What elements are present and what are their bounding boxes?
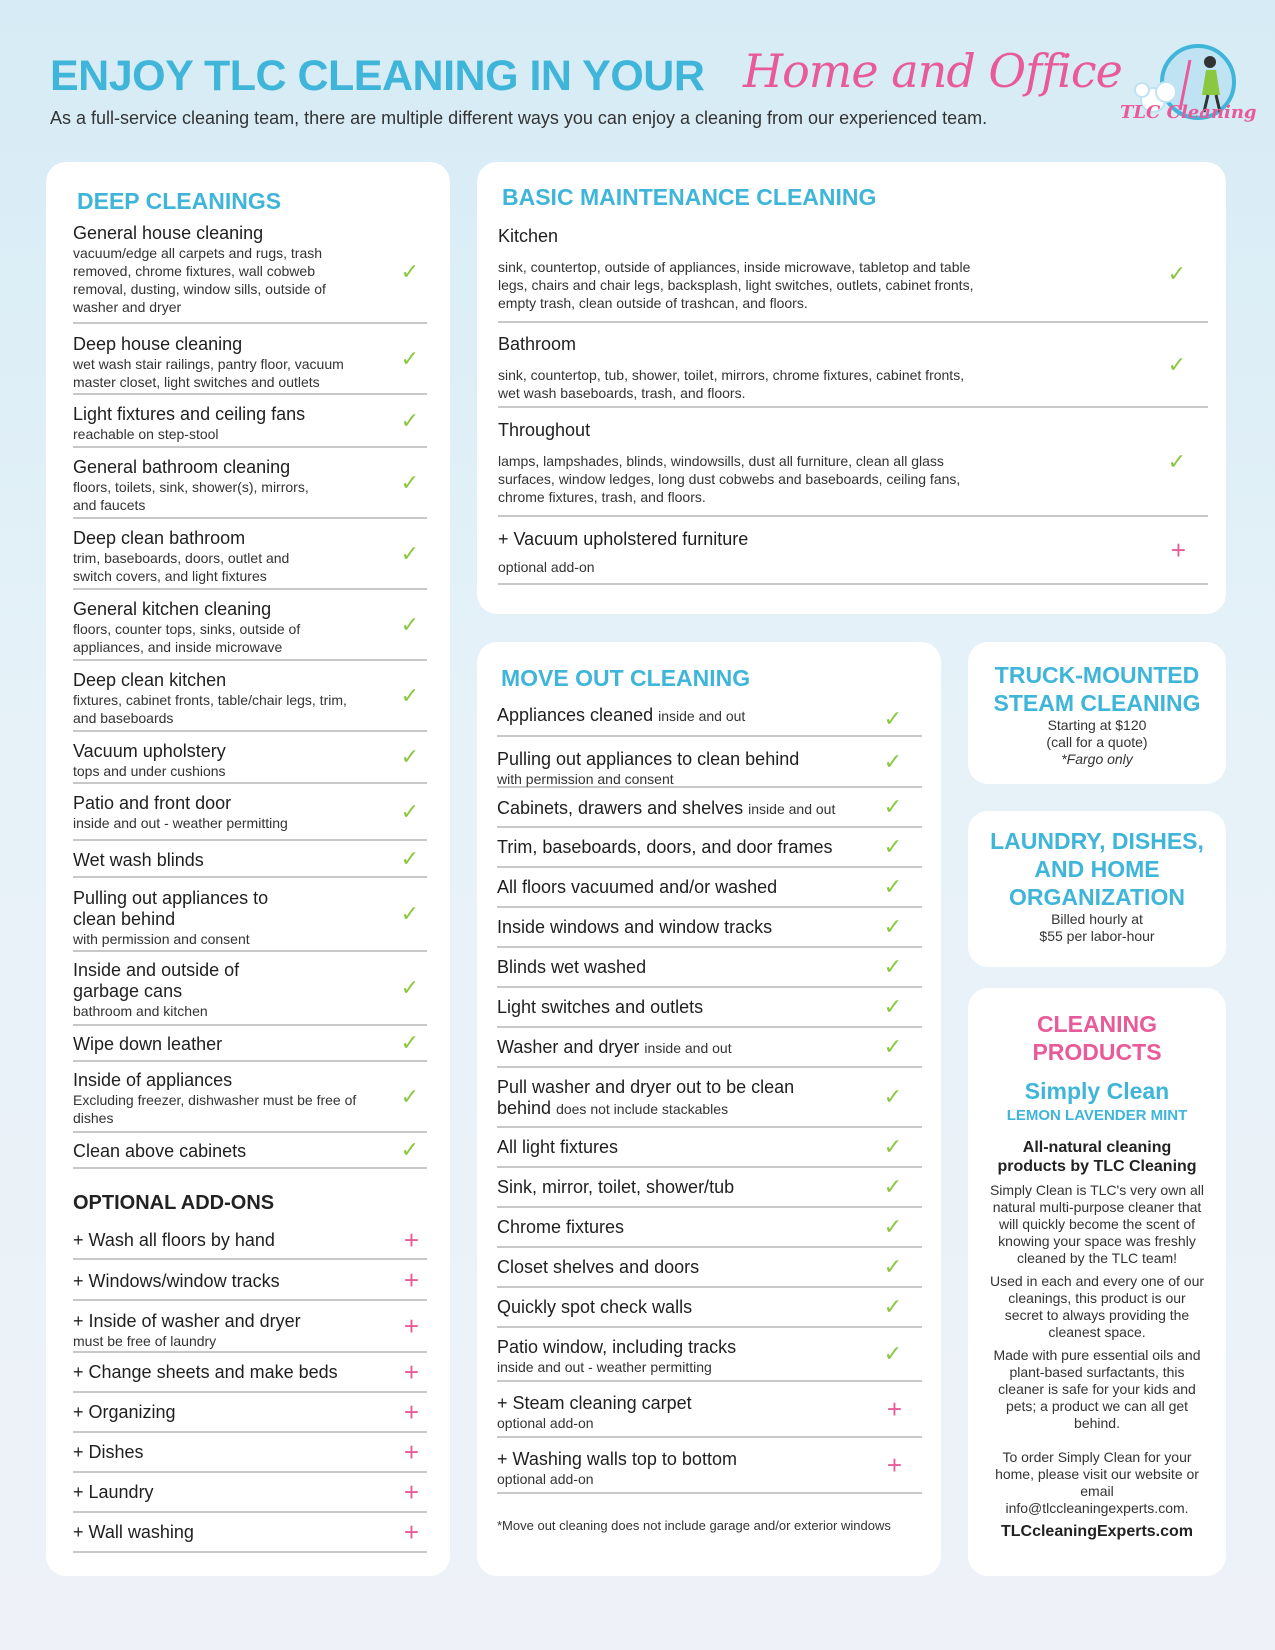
check-icon: ✓ xyxy=(400,345,419,371)
product-brand: Simply Clean xyxy=(1024,1078,1170,1104)
plus-icon: + xyxy=(403,1397,419,1427)
website-link[interactable]: TLCcleaningExperts.com xyxy=(1000,1523,1194,1540)
item-name: Deep house cleaning xyxy=(73,334,243,354)
item-name-text: Washer and dryer xyxy=(497,1037,640,1057)
item-name: Deep clean kitchen xyxy=(73,670,227,690)
item-name: All light fixtures xyxy=(497,1137,619,1157)
plus-icon: + xyxy=(886,1450,902,1480)
product-paragraph-1: Simply Clean is TLC's very own all natural multi-purpose cleaner that will quickly become the scent of knowing your space was freshly cleaned by the TLC team! xyxy=(989,1182,1205,1266)
laundry-box xyxy=(968,827,1226,945)
list-item xyxy=(497,868,922,908)
list-item xyxy=(73,1301,427,1353)
plus-icon: + xyxy=(403,1357,419,1387)
item-name: Closet shelves and doors xyxy=(497,1257,700,1277)
item-name: Chrome fixtures xyxy=(497,1217,625,1237)
list-item xyxy=(73,1222,427,1260)
product-scent: LEMON LAVENDER MINT xyxy=(1006,1107,1188,1124)
list-item xyxy=(497,1068,922,1128)
item-inline: does not include stackables xyxy=(556,1101,729,1117)
item-name: Patio and front door xyxy=(73,793,232,813)
item-desc: Excluding freezer, dishwasher must be free of dishes xyxy=(73,1092,357,1126)
check-icon: ✓ xyxy=(400,1137,419,1162)
list-item xyxy=(73,1513,427,1553)
list-item xyxy=(73,784,427,841)
item-name: General bathroom cleaning xyxy=(73,457,291,477)
list-item xyxy=(73,1393,427,1433)
list-item xyxy=(497,828,922,868)
check-icon: ✓ xyxy=(1167,351,1186,377)
check-icon: ✓ xyxy=(400,407,419,433)
item-inline: inside and out xyxy=(658,708,746,724)
list-item xyxy=(498,226,1208,323)
steam-title-1: TRUCK-MOUNTED xyxy=(994,662,1200,688)
check-icon: ✓ xyxy=(883,994,902,1019)
list-item xyxy=(497,703,922,737)
check-icon: ✓ xyxy=(400,845,419,871)
list-item xyxy=(497,988,922,1028)
basic-maintenance-title: BASIC MAINTENANCE CLEANING xyxy=(502,184,877,210)
product-paragraph-3: Made with pure essential oils and plant-based surfactants, this cleaner is safe for your kids and pets; a product we can all get behind. xyxy=(993,1347,1201,1431)
item-desc: reachable on step-stool xyxy=(73,426,219,442)
list-item xyxy=(497,1248,922,1288)
plus-icon: + xyxy=(403,1225,419,1255)
list-item xyxy=(73,1026,427,1062)
list-item xyxy=(497,948,922,988)
list-item xyxy=(73,395,427,448)
list-item xyxy=(73,448,427,519)
item-desc: sink, countertop, outside of appliances, inside microwave, tabletop and table legs, chairs and chair legs, backsplash, light switches, outlets, cabinet fronts, empty trash, clean outside of trashcan, and floors. xyxy=(498,259,974,311)
item-name: Wet wash blinds xyxy=(73,850,204,870)
item-name: General kitchen cleaning xyxy=(73,599,272,619)
item-desc: fixtures, cabinet fronts, table/chair legs, trim, and baseboards xyxy=(73,692,347,726)
list-item xyxy=(73,732,427,784)
check-icon: ✓ xyxy=(883,706,902,731)
item-name: + Windows/window tracks xyxy=(73,1271,280,1291)
item-desc: trim, baseboards, doors, outlet and switch covers, and light fixtures xyxy=(73,550,290,584)
optional-addons-list xyxy=(73,1222,427,1553)
list-item xyxy=(73,1473,427,1513)
list-item xyxy=(497,1382,922,1438)
list-item xyxy=(73,222,427,324)
item-name: Bathroom xyxy=(498,334,577,354)
item-desc: optional add-on xyxy=(497,1415,594,1431)
item-name: + Vacuum upholstered furniture xyxy=(498,529,749,549)
list-item xyxy=(73,952,427,1026)
check-icon: ✓ xyxy=(883,1341,902,1366)
laundry-title-2: AND HOME xyxy=(1034,856,1160,882)
item-name: + Laundry xyxy=(73,1482,154,1502)
item-name: + Inside of washer and dryer xyxy=(73,1311,301,1331)
item-name: + Wall washing xyxy=(73,1522,194,1542)
item-desc: lamps, lampshades, blinds, windowsills, dust all furniture, clean all glass surfaces, window ledges, long dust cobwebs and baseboards, ceiling fans, chrome fixtures, trash, and floors. xyxy=(498,453,961,505)
check-icon: ✓ xyxy=(883,1294,902,1319)
check-icon: ✓ xyxy=(400,798,419,824)
item-name xyxy=(497,794,922,820)
product-paragraph-2: Used in each and every one of our cleanings, this product is our secret to always providing the cleanest space. xyxy=(989,1273,1205,1340)
check-icon: ✓ xyxy=(400,540,419,566)
check-icon: ✓ xyxy=(400,259,419,284)
list-item xyxy=(497,1028,922,1068)
list-item xyxy=(73,878,427,952)
item-name: Kitchen xyxy=(498,226,559,246)
item-name: + Dishes xyxy=(73,1442,144,1462)
laundry-title-3: ORGANIZATION xyxy=(1009,884,1185,910)
plus-icon: + xyxy=(403,1311,419,1341)
steam-quote: (call for a quote) xyxy=(1046,734,1148,750)
item-inline: inside and out xyxy=(644,1040,732,1056)
item-name: Inside and outside of garbage cans xyxy=(73,960,240,1001)
plus-icon: + xyxy=(1170,535,1186,565)
list-item xyxy=(73,324,427,395)
header xyxy=(0,0,1275,150)
check-icon: ✓ xyxy=(400,611,419,637)
item-name xyxy=(497,705,922,727)
item-name: Sink, mirror, toilet, shower/tub xyxy=(497,1177,735,1197)
item-desc: with permission and consent xyxy=(73,931,250,947)
list-item xyxy=(497,1208,922,1248)
steam-note: *Fargo only xyxy=(1061,751,1133,767)
item-name-text: Pull washer and dryer out to be clean behind xyxy=(497,1077,795,1118)
products-title-1: CLEANING xyxy=(1036,1011,1158,1037)
item-name: Clean above cabinets xyxy=(73,1141,247,1161)
item-name: Inside windows and window tracks xyxy=(497,917,773,937)
item-name xyxy=(497,1034,922,1059)
item-name: + Wash all floors by hand xyxy=(73,1230,275,1250)
list-item xyxy=(73,1133,427,1169)
item-desc: tops and under cushions xyxy=(73,763,226,779)
steam-title-2: STEAM CLEANING xyxy=(993,690,1201,716)
product-tagline-1: All-natural cleaning xyxy=(1022,1139,1172,1156)
item-name: + Steam cleaning carpet xyxy=(497,1393,692,1413)
item-desc: inside and out - weather permitting xyxy=(73,815,288,831)
plus-icon: + xyxy=(403,1477,419,1507)
plus-icon: + xyxy=(403,1264,419,1295)
laundry-line-1: Billed hourly at xyxy=(1051,911,1143,927)
list-item xyxy=(497,1438,922,1494)
item-desc: floors, toilets, sink, shower(s), mirrors, and faucets xyxy=(73,479,309,513)
check-icon: ✓ xyxy=(883,834,902,859)
item-desc: optional add-on xyxy=(497,1471,594,1487)
steam-price: Starting at $120 xyxy=(1047,717,1147,733)
item-name-text: Cabinets, drawers and shelves xyxy=(497,798,744,818)
item-name: Throughout xyxy=(498,420,591,440)
item-desc: sink, countertop, tub, shower, toilet, mirrors, chrome fixtures, cabinet fronts, wet wash baseboards, trash, and floors. xyxy=(498,367,965,401)
item-name: + Organizing xyxy=(73,1402,176,1422)
list-item xyxy=(497,1168,922,1208)
check-icon: ✓ xyxy=(883,1034,902,1059)
check-icon: ✓ xyxy=(883,1134,902,1159)
plus-icon: + xyxy=(403,1517,419,1547)
check-icon: ✓ xyxy=(400,1083,419,1109)
steam-cleaning-box xyxy=(968,661,1226,768)
item-desc: must be free of laundry xyxy=(73,1333,217,1349)
check-icon: ✓ xyxy=(1167,448,1186,474)
item-name: Blinds wet washed xyxy=(497,957,647,977)
list-item xyxy=(498,517,1208,585)
product-tagline-2: products by TLC Cleaning xyxy=(997,1158,1197,1175)
item-desc: bathroom and kitchen xyxy=(73,1003,208,1019)
list-item xyxy=(497,788,922,828)
item-desc: with permission and consent xyxy=(497,771,674,787)
item-name: + Change sheets and make beds xyxy=(73,1362,338,1382)
list-item xyxy=(73,519,427,590)
item-name: Trim, baseboards, doors, and door frames xyxy=(497,837,833,857)
deep-cleanings-list xyxy=(73,222,427,1169)
item-name: + Washing walls top to bottom xyxy=(497,1449,737,1469)
page-title-script: Home and Office xyxy=(743,44,1122,98)
products-title-2: PRODUCTS xyxy=(1032,1039,1162,1065)
list-item xyxy=(73,1260,427,1301)
list-item xyxy=(73,1062,427,1133)
item-inline: inside and out xyxy=(748,801,836,817)
list-item xyxy=(498,323,1208,408)
check-icon: ✓ xyxy=(1167,260,1186,286)
plus-icon: + xyxy=(886,1394,902,1424)
list-item xyxy=(497,908,922,948)
item-desc: inside and out - weather permitting xyxy=(497,1359,712,1375)
check-icon: ✓ xyxy=(883,1214,902,1239)
check-icon: ✓ xyxy=(400,469,419,495)
item-name: All floors vacuumed and/or washed xyxy=(497,877,778,897)
item-name: Quickly spot check walls xyxy=(497,1297,693,1317)
move-out-footnote: *Move out cleaning does not include garage and/or exterior windows xyxy=(497,1518,891,1533)
list-item xyxy=(73,1433,427,1473)
check-icon: ✓ xyxy=(400,975,419,1000)
list-item xyxy=(73,590,427,661)
item-desc: wet wash stair railings, pantry floor, vacuum master closet, light switches and outlets xyxy=(73,356,344,390)
plus-icon: + xyxy=(403,1437,419,1467)
check-icon: ✓ xyxy=(883,954,902,979)
item-desc: optional add-on xyxy=(498,559,595,575)
move-out-list xyxy=(497,703,922,1494)
deep-cleanings-title: DEEP CLEANINGS xyxy=(77,188,282,214)
check-icon: ✓ xyxy=(883,1084,902,1109)
page-title: ENJOY TLC CLEANING IN YOUR xyxy=(50,52,705,100)
products-box xyxy=(988,1010,1206,1541)
item-name: Pulling out appliances to clean behind xyxy=(73,888,269,929)
item-name: Light fixtures and ceiling fans xyxy=(73,404,306,424)
list-item xyxy=(498,408,1208,517)
check-icon: ✓ xyxy=(883,1254,902,1279)
laundry-line-2: $55 per labor-hour xyxy=(1039,928,1155,944)
list-item xyxy=(73,841,427,878)
item-name: Pulling out appliances to clean behind xyxy=(497,749,800,769)
item-name: General house cleaning xyxy=(73,223,264,243)
item-name-text: Appliances cleaned xyxy=(497,705,654,725)
laundry-title-1: LAUNDRY, DISHES, xyxy=(990,828,1204,854)
check-icon: ✓ xyxy=(883,914,902,939)
list-item xyxy=(497,737,922,788)
check-icon: ✓ xyxy=(883,794,902,819)
check-icon: ✓ xyxy=(883,748,902,774)
check-icon: ✓ xyxy=(883,1174,902,1199)
check-icon: ✓ xyxy=(883,874,902,899)
item-name: Wipe down leather xyxy=(73,1034,223,1054)
logo-text: TLC Cleaning xyxy=(1120,102,1257,123)
item-name: Patio window, including tracks xyxy=(497,1337,737,1357)
item-desc: vacuum/edge all carpets and rugs, trash removed, chrome fixtures, wall cobweb removal, dusting, window sills, outside of washer and dryer xyxy=(73,245,326,315)
check-icon: ✓ xyxy=(400,682,419,708)
optional-addons-title: OPTIONAL ADD-ONS xyxy=(73,1192,275,1214)
page-subtitle: As a full-service cleaning team, there are multiple different ways you can enjoy a cleaning from our experienced team. xyxy=(50,108,988,128)
list-item xyxy=(73,1353,427,1393)
check-icon: ✓ xyxy=(400,744,419,769)
list-item xyxy=(497,1128,922,1168)
item-name: Inside of appliances xyxy=(73,1070,233,1090)
basic-maintenance-list xyxy=(498,226,1208,585)
check-icon: ✓ xyxy=(400,1030,419,1055)
item-name: Vacuum upholstery xyxy=(73,741,226,761)
move-out-title: MOVE OUT CLEANING xyxy=(501,665,751,691)
item-name xyxy=(497,1077,837,1120)
list-item xyxy=(497,1288,922,1328)
list-item xyxy=(73,661,427,732)
list-item xyxy=(497,1328,922,1382)
item-name: Light switches and outlets xyxy=(497,997,704,1017)
item-desc: floors, counter tops, sinks, outside of appliances, and inside microwave xyxy=(73,621,301,655)
product-paragraph-4: To order Simply Clean for your home, please visit our website or email info@tlccleaningexperts.com. xyxy=(995,1449,1199,1516)
item-name: Deep clean bathroom xyxy=(73,528,246,548)
check-icon: ✓ xyxy=(400,901,419,926)
